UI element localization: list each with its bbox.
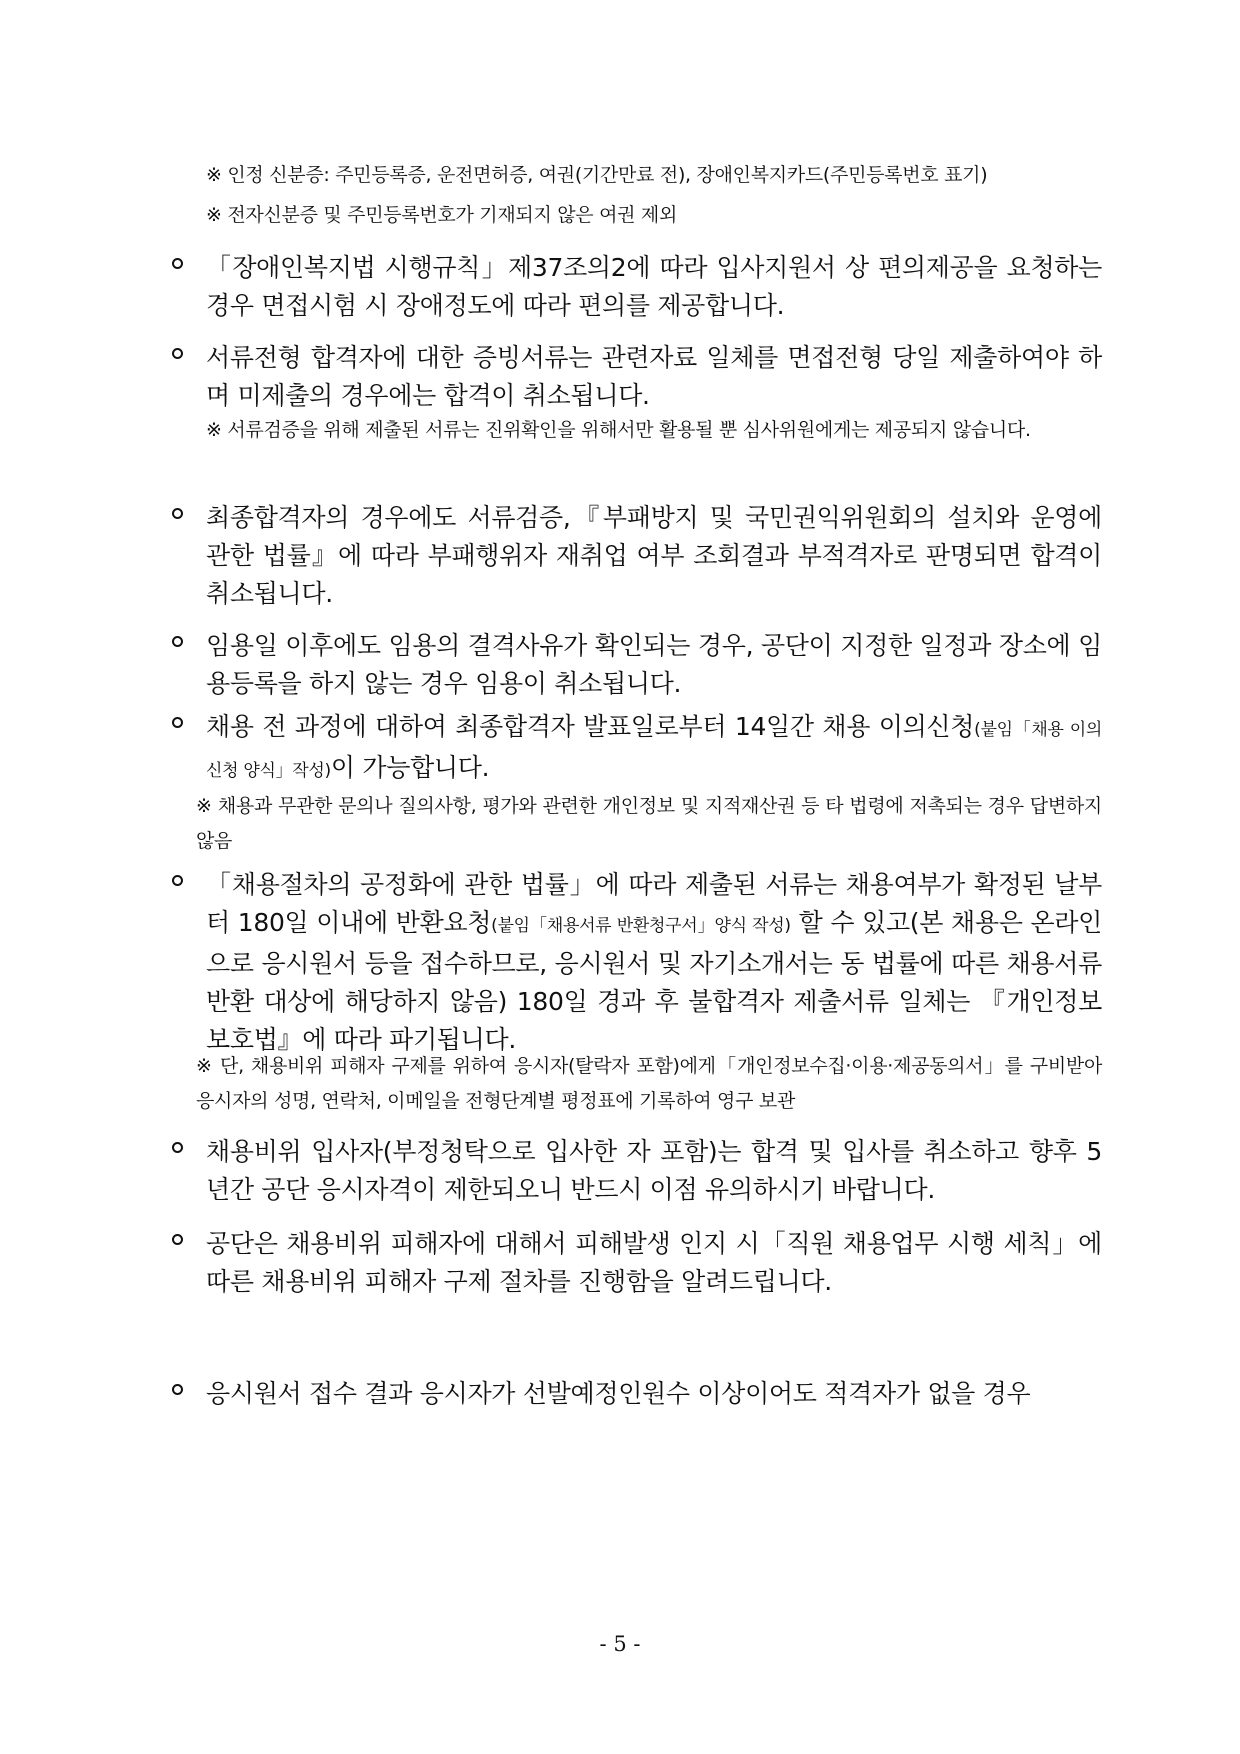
item-text: 최종합격자의 경우에도 서류검증,『부패방지 및 국민권익위원회의 설치와 운영에 관한 법률』에 따라 부패행위자 재취업 여부 조회결과 부적격자로 판명되면 합격이 취소됩니다. [206,503,1102,608]
item-text [206,708,1102,790]
item-text-small: (붙임「채용서류 반환청구서」양식 작성) [491,916,791,936]
bullet-icon [172,508,183,519]
item-text: 서류전형 합격자에 대한 증빙서류는 관련자료 일체를 면접전형 당일 제출하여야 하며 미제출의 경우에는 합격이 취소됩니다. [206,343,1102,410]
bullet-icon [172,636,183,647]
bullet-icon [172,717,183,728]
item-text: 공단은 채용비위 피해자에 대해서 피해발생 인지 시「직원 채용업무 시행 세칙」에 따른 채용비위 피해자 구제 절차를 진행함을 알려드립니다. [206,1229,1102,1296]
page-number: - 5 - [599,1632,641,1656]
bullet-icon [172,348,183,359]
note-id-types: ※ 인정 신분증: 주민등록증, 운전면허증, 여권(기간만료 전), 장애인복지카드(주민등록번호 표기) [206,164,988,186]
item-text-end: 이 가능합니다. [330,753,490,782]
bullet-icon [172,1234,183,1245]
item-text-end: 할 수 있고(본 채용은 온라인으로 응시원서 등을 접수하므로, 응시원서 및 자기소개서는 동 법률에 따른 채용서류반환 대상에 해당하지 않음) 180일 경과 후 불합격자 제출서류 일체는 『개인정보보호법』에 따라 파기됩니다. [206,908,1102,1054]
item-note: ※ 채용과 무관한 문의나 질의사항, 평가와 관련한 개인정보 및 지적재산권 등 타 법령에 저촉되는 경우 답변하지 않음 [196,795,1102,852]
item-note: ※ 서류검증을 위해 제출된 서류는 진위확인을 위해서만 활용될 뿐 심사위원에게는 제공되지 않습니다. [206,419,1031,441]
item-text: 응시원서 접수 결과 응시자가 선발예정인원수 이상이어도 적격자가 없을 경우 [206,1379,1031,1408]
note-excluded-id: ※ 전자신분증 및 주민등록번호가 기재되지 않은 여권 제외 [206,204,678,226]
item-text-main: 채용 전 과정에 대하여 최종합격자 발표일로부터 14일간 채용 이의신청 [206,712,975,741]
item-note: ※ 단, 채용비위 피해자 구제를 위하여 응시자(탈락자 포함)에게「개인정보수집·이용·제공동의서」를 구비받아 응시자의 성명, 연락처, 이메일을 전형단계별 평정표에 기록하여 영구 보관 [196,1055,1102,1112]
item-text: 「장애인복지법 시행규칙」제37조의2에 따라 입사지원서 상 편의제공을 요청하는 경우 면접시험 시 장애정도에 따라 편의를 제공합니다. [206,253,1102,320]
item-text: 채용비위 입사자(부정청탁으로 입사한 자 포함)는 합격 및 입사를 취소하고 향후 5년간 공단 응시자격이 제한되오니 반드시 이점 유의하시기 바랍니다. [206,1137,1102,1204]
item-text [206,866,1102,1059]
item-text-main: 「채용절차의 공정화에 관한 법률」에 따라 제출된 서류는 채용여부가 확정된 날부터 180일 이내에 반환요청 [206,870,1102,937]
bullet-icon [172,1142,183,1153]
bullet-icon [172,1384,183,1395]
bullet-icon [172,875,183,886]
item-text-small: (붙임「채용 이의신청 양식」작성) [206,720,1102,781]
item-text: 임용일 이후에도 임용의 결격사유가 확인되는 경우, 공단이 지정한 일정과 장소에 임용등록을 하지 않는 경우 임용이 취소됩니다. [206,631,1102,698]
bullet-icon [172,258,183,269]
